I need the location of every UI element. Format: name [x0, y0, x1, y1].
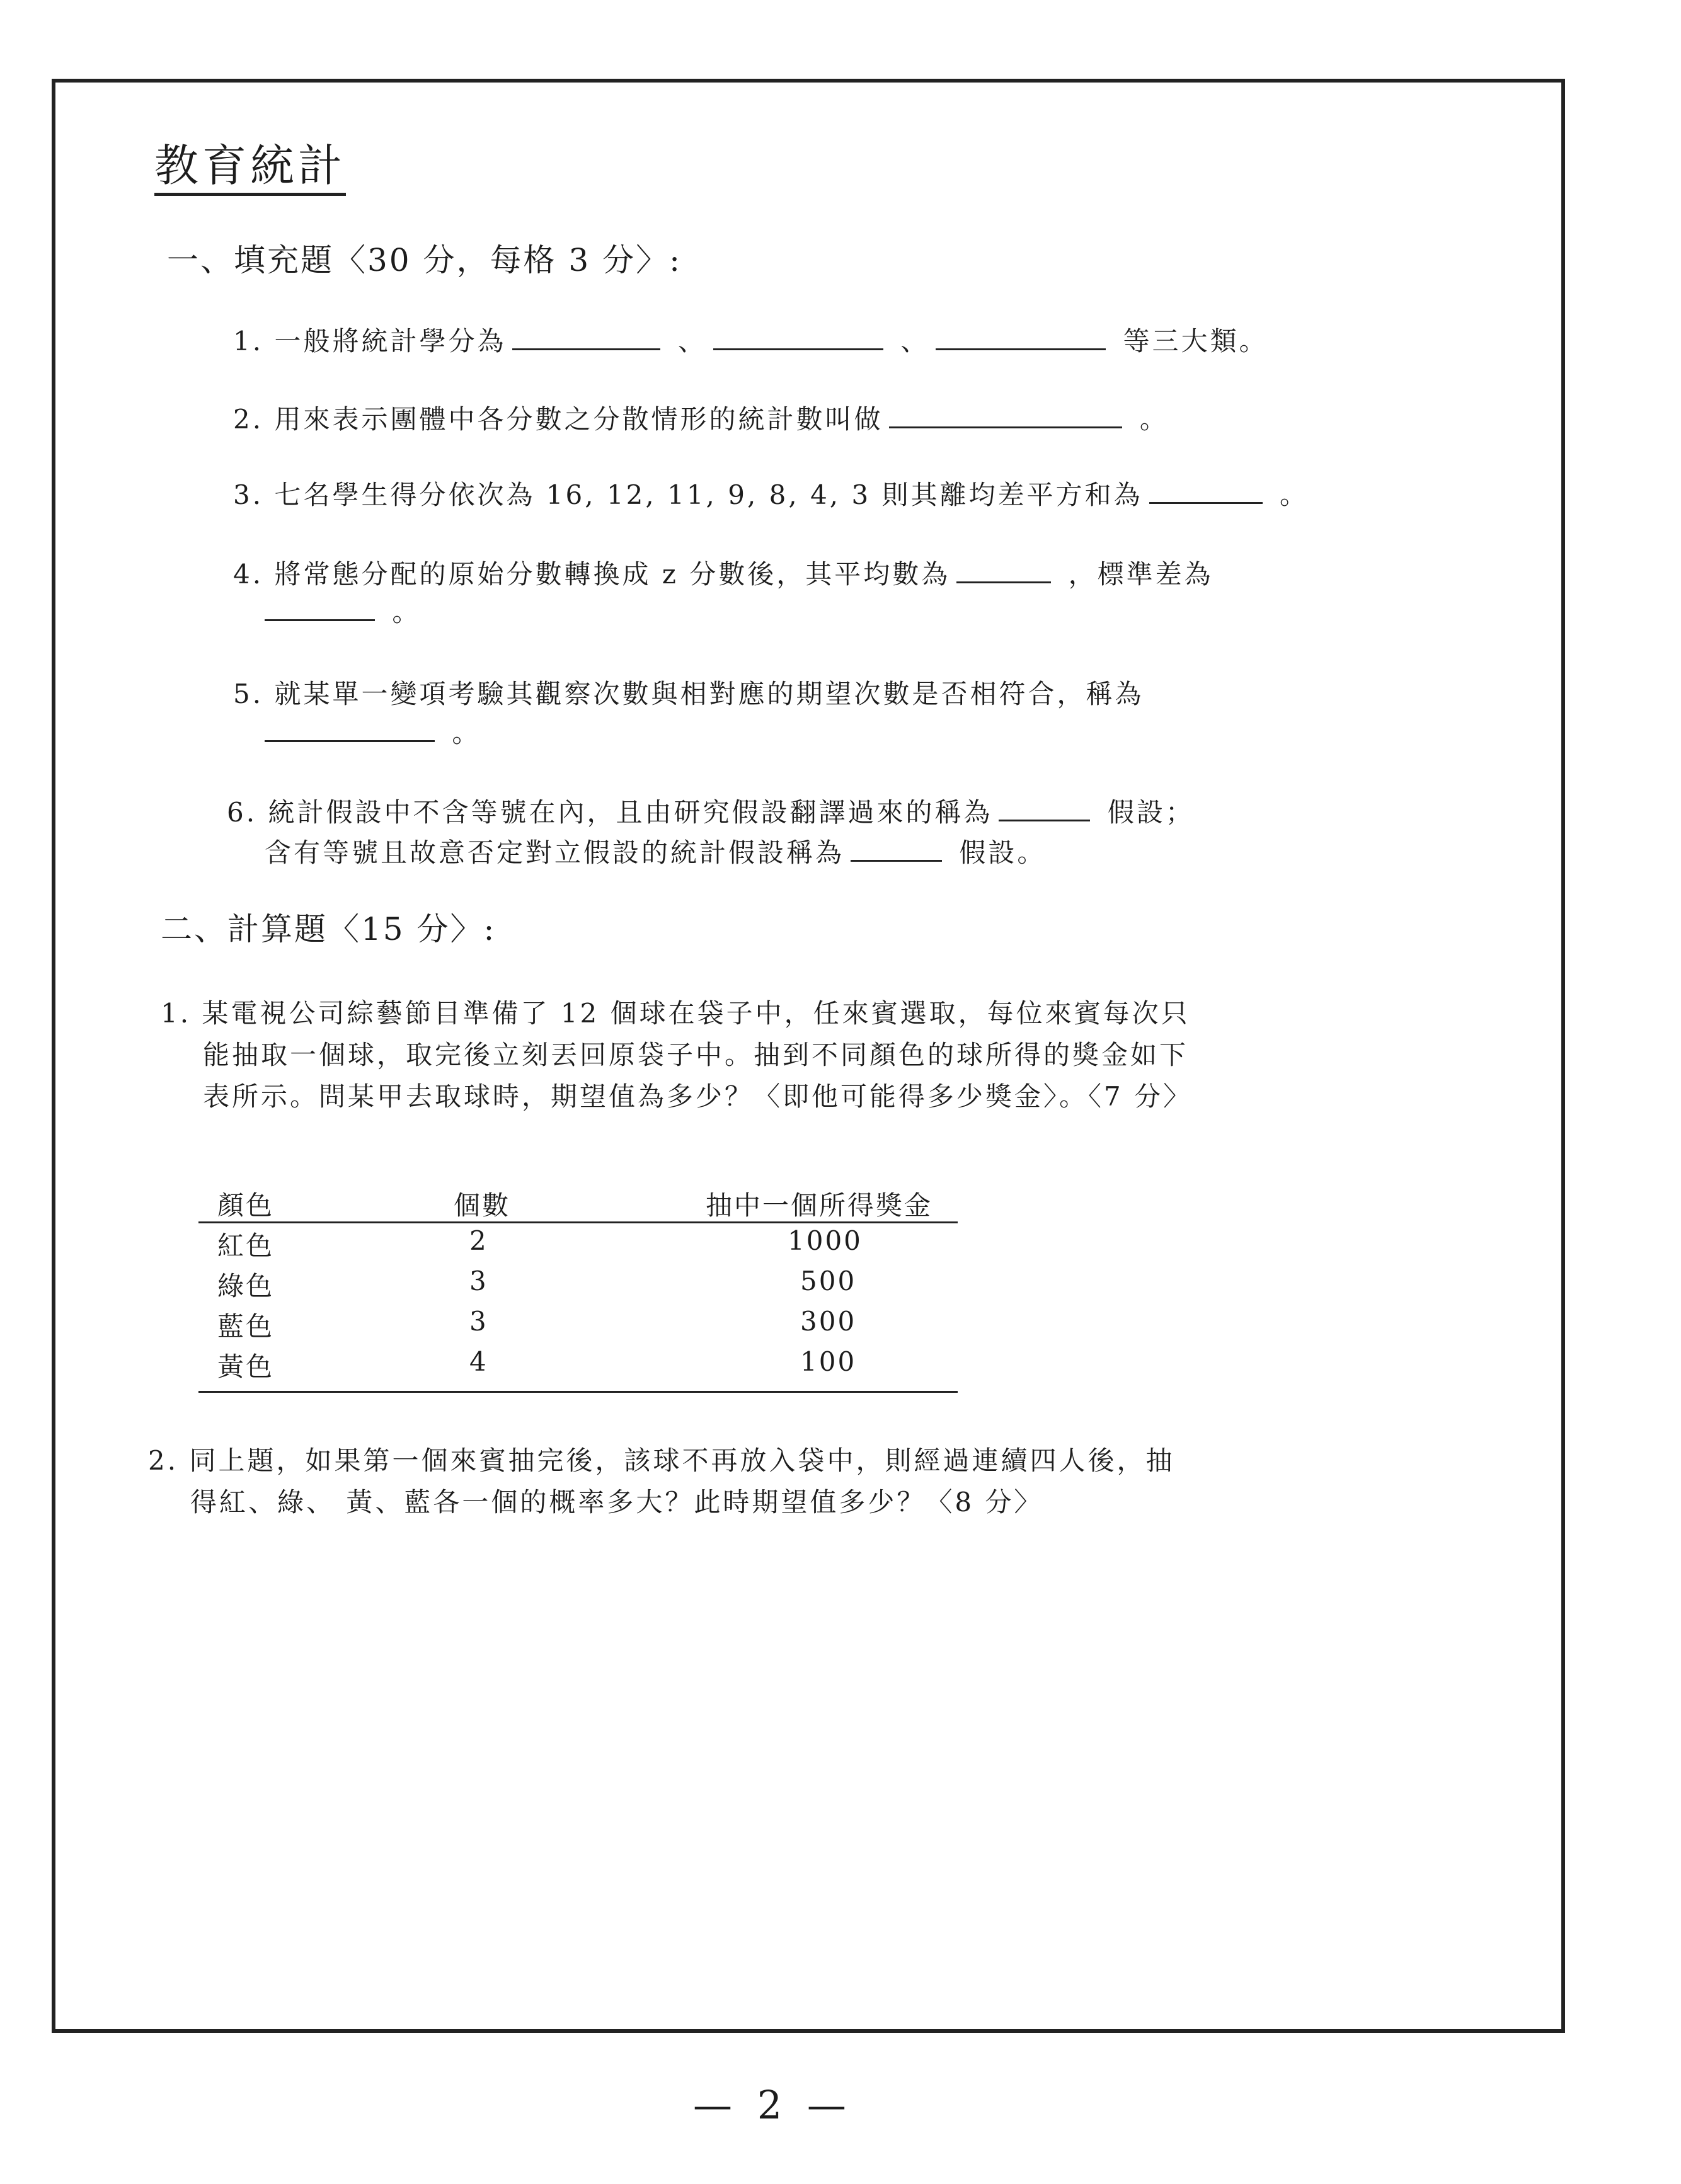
- calc-question-2: [148, 1439, 1174, 1482]
- header-color: 顏色: [217, 1190, 275, 1221]
- answer-blank: [512, 323, 660, 350]
- question-text: 將常態分配的原始分數轉換成 z 分數後，其平均數為: [274, 559, 951, 590]
- table-row: [198, 1346, 958, 1386]
- question-line: 同上題，如果第一個來賓抽完後，該球不再放入袋中，則經過連續四人後，抽: [189, 1445, 1175, 1476]
- table-row: [198, 1225, 958, 1266]
- question-number: 2.: [148, 1445, 179, 1476]
- cell-prize: 1000: [788, 1225, 863, 1256]
- cell-count: 2: [469, 1225, 488, 1256]
- question-text: 用來表示團體中各分數之分散情形的統計數叫做: [274, 404, 883, 435]
- cell-color: 黃色: [217, 1351, 275, 1382]
- table-header: [198, 1181, 958, 1223]
- answer-blank: [851, 835, 942, 862]
- question-line: 表所示。問某甲去取球時，期望值為多少？〈即他可能得多少獎金〉。〈7 分〉: [203, 1081, 1193, 1112]
- fill-question-5: [233, 673, 1144, 716]
- question-number: 1.: [161, 998, 192, 1029]
- question-line: 能抽取一個球，取完後立刻丟回原袋子中。抽到不同顏色的球所得的獎金如下: [203, 1039, 1189, 1070]
- cell-prize: 500: [800, 1266, 857, 1296]
- fill-question-5-cont: [265, 712, 481, 755]
- question-text: 一般將統計學分為: [274, 326, 507, 357]
- fill-question-2: [233, 398, 1169, 441]
- cell-count: 3: [469, 1266, 488, 1296]
- question-number: 5.: [233, 678, 264, 709]
- separator: 、: [900, 326, 930, 357]
- cell-count: 4: [469, 1346, 488, 1377]
- question-tail: 。: [1139, 404, 1169, 435]
- cell-prize: 300: [800, 1306, 857, 1337]
- table-row: [198, 1266, 958, 1306]
- section2-heading: 二、計算題〈15 分〉:: [161, 911, 496, 947]
- cell-color: 藍色: [217, 1311, 275, 1342]
- answer-blank: [999, 794, 1090, 821]
- question-tail: 。: [452, 718, 481, 748]
- page-title: 教育統計: [154, 142, 346, 196]
- answer-blank: [265, 594, 375, 621]
- question-line: 得紅、綠、 黃、藍各一個的概率多大？此時期望值多少？〈8 分〉: [190, 1487, 1043, 1518]
- question-mid: ，標準差為: [1068, 559, 1213, 590]
- question-text: 統計假設中不含等號在內，且由研究假設翻譯過來的稱為: [268, 797, 993, 828]
- section1-heading: 一、填充題〈30 分，每格 3 分〉:: [167, 242, 682, 278]
- question-number: 4.: [233, 559, 264, 590]
- cell-prize: 100: [800, 1346, 857, 1377]
- question-tail: 假設。: [959, 837, 1047, 868]
- answer-blank: [713, 323, 883, 350]
- answer-blank: [1149, 477, 1263, 504]
- cell-color: 紅色: [217, 1230, 275, 1261]
- header-prize: 抽中一個所得獎金: [706, 1190, 933, 1221]
- question-mid: 假設；: [1107, 797, 1195, 828]
- question-tail: 等三大類。: [1123, 326, 1268, 357]
- question-number: 2.: [233, 404, 264, 435]
- fill-question-3: [233, 474, 1309, 517]
- separator: 、: [677, 326, 707, 357]
- question-number: 6.: [227, 797, 258, 828]
- question-line: 某電視公司綜藝節目準備了 12 個球在袋子中，任來賓選取，每位來賓每次只: [202, 998, 1190, 1029]
- answer-blank: [956, 556, 1051, 583]
- question-number: 3.: [233, 479, 264, 510]
- table-bottom-rule: [198, 1391, 958, 1393]
- question-tail: 。: [1279, 479, 1309, 510]
- question-text: 七名學生得分依次為 16, 12, 11, 9, 8, 4, 3 則其離均差平方和為: [274, 479, 1143, 510]
- fill-question-6: [227, 791, 1195, 834]
- question-tail: 。: [392, 597, 422, 627]
- table-row: [198, 1306, 958, 1346]
- cell-color: 綠色: [217, 1271, 275, 1301]
- answer-blank: [265, 715, 435, 742]
- fill-question-6-cont: [265, 832, 1046, 874]
- answer-blank: [936, 323, 1106, 350]
- cell-count: 3: [469, 1306, 488, 1337]
- question-text: 就某單一變項考驗其觀察次數與相對應的期望次數是否相符合，稱為: [274, 678, 1144, 709]
- question-number: 1.: [233, 326, 264, 357]
- calc-question-1: [161, 992, 1190, 1035]
- fill-question-4-cont: [265, 591, 421, 634]
- page-number: — 2 —: [693, 2082, 852, 2128]
- question-text: 含有等號且故意否定對立假設的統計假設稱為: [265, 837, 845, 868]
- fill-question-1: [233, 320, 1268, 363]
- header-count: 個數: [454, 1190, 511, 1221]
- fill-question-4: [233, 553, 1213, 596]
- answer-blank: [889, 401, 1122, 428]
